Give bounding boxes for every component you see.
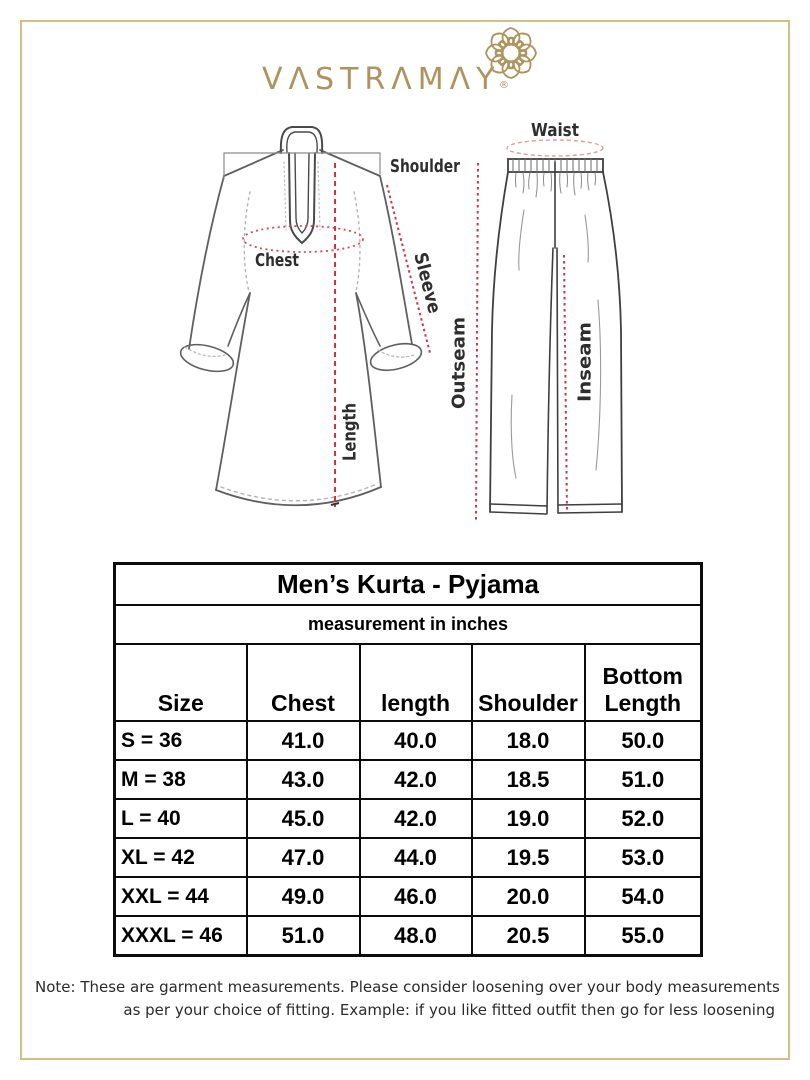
cell-chest: 41.0 (247, 721, 360, 760)
cell-size: XXXL = 46 (115, 916, 247, 956)
table-header-row (115, 644, 702, 721)
pyjama-waist-label: Waist (531, 120, 580, 141)
column-header-chest: Chest (247, 644, 360, 721)
pyjama-diagram (490, 159, 622, 514)
vastramay-flower-icon (483, 25, 539, 81)
pyjama-outseam-label: Outseam (448, 318, 470, 409)
table-title: Men’s Kurta - Pyjama (115, 564, 702, 606)
kurta-chest-label: Chest (255, 250, 300, 271)
table-row (115, 916, 702, 956)
cell-length: 46.0 (360, 877, 472, 916)
note-line-2: as per your choice of fitting. Example: if you like fitted outfit then go for less loosening (123, 1001, 775, 1019)
table-row (115, 760, 702, 799)
cell-bottom-length: 54.0 (585, 877, 702, 916)
cell-size: XL = 42 (115, 838, 247, 877)
bottom-length-line2: Length (604, 690, 682, 716)
cell-shoulder: 18.5 (472, 760, 585, 799)
cell-chest: 51.0 (247, 916, 360, 956)
kurta-shoulder-label: Shoulder (390, 156, 461, 177)
cell-length: 48.0 (360, 916, 472, 956)
kurta-measures (243, 163, 430, 507)
column-header-bottom-length (585, 644, 702, 721)
cell-bottom-length: 52.0 (585, 799, 702, 838)
cell-size: XXL = 44 (115, 877, 247, 916)
cell-bottom-length: 51.0 (585, 760, 702, 799)
table-row (115, 838, 702, 877)
cell-length: 44.0 (360, 838, 472, 877)
cell-length: 42.0 (360, 760, 472, 799)
table-row (115, 721, 702, 760)
brand-logo-text: VΛSTRΛMΛY (262, 62, 501, 97)
measurement-diagrams (140, 112, 640, 540)
cell-chest: 45.0 (247, 799, 360, 838)
kurta-sleeve-label: Sleeve (409, 250, 447, 321)
cell-chest: 49.0 (247, 877, 360, 916)
cell-chest: 47.0 (247, 838, 360, 877)
cell-size: M = 38 (115, 760, 247, 799)
cell-length: 42.0 (360, 799, 472, 838)
pyjama-inseam-label: Inseam (574, 328, 596, 402)
cell-shoulder: 18.0 (472, 721, 585, 760)
cell-bottom-length: 50.0 (585, 721, 702, 760)
cell-size: L = 40 (115, 799, 247, 838)
kurta-length-label: Length (339, 390, 361, 461)
note-line-1: Note: These are garment measurements. Please consider loosening over your body measurements (35, 978, 780, 996)
column-header-size: Size (115, 644, 247, 721)
column-header-length: length (360, 644, 472, 721)
measurement-note (35, 976, 780, 1022)
cell-chest: 43.0 (247, 760, 360, 799)
column-header-shoulder: Shoulder (472, 644, 585, 721)
cell-shoulder: 19.0 (472, 799, 585, 838)
bottom-length-line1: Bottom (602, 663, 684, 689)
table-row (115, 799, 702, 838)
cell-shoulder: 20.0 (472, 877, 585, 916)
cell-bottom-length: 53.0 (585, 838, 702, 877)
cell-bottom-length: 55.0 (585, 916, 702, 956)
cell-size: S = 36 (115, 721, 247, 760)
kurta-diagram (178, 127, 424, 505)
cell-shoulder: 20.5 (472, 916, 585, 956)
table-subtitle: measurement in inches (115, 605, 702, 644)
table-row (115, 877, 702, 916)
size-chart-table (113, 562, 703, 957)
cell-shoulder: 19.5 (472, 838, 585, 877)
cell-length: 40.0 (360, 721, 472, 760)
registered-mark: ® (499, 80, 509, 91)
